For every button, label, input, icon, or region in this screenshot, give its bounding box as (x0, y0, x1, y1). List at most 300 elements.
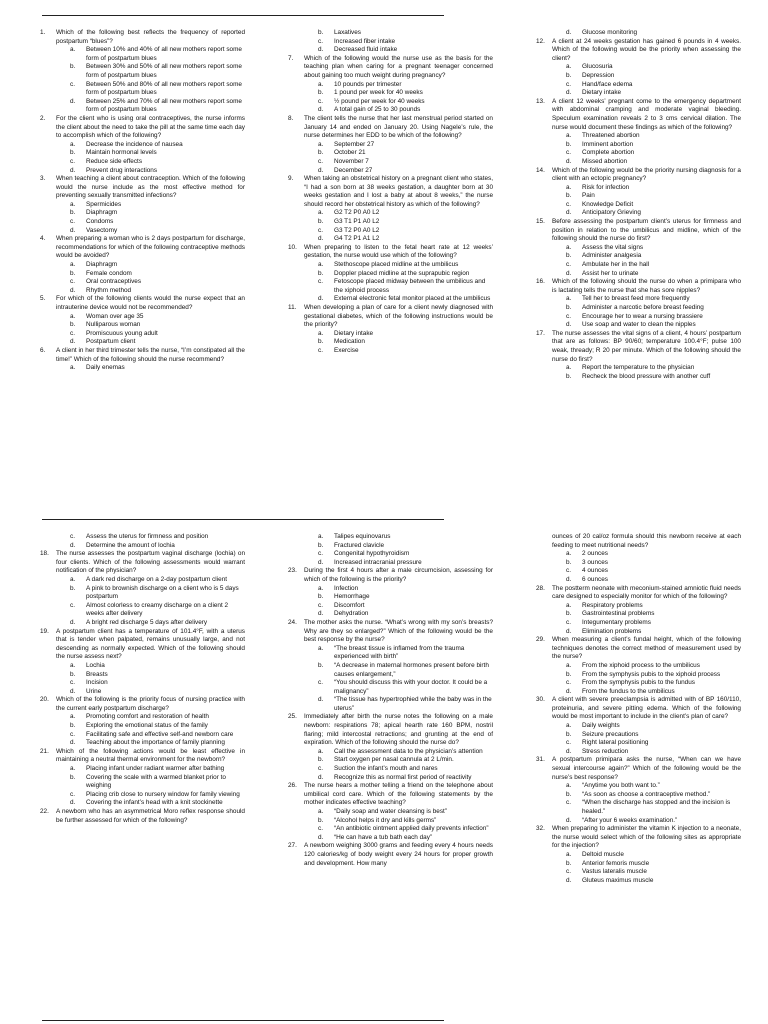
option-text: Tell her to breast feed more frequently (582, 295, 690, 303)
option-text: October 21 (334, 149, 366, 157)
answer-option (536, 628, 741, 637)
answer-option (536, 851, 741, 860)
question-block (536, 636, 741, 696)
option-text: Fractured clavicle (334, 541, 385, 549)
answer-option (536, 364, 741, 373)
option-letter: c. (566, 799, 571, 807)
question (40, 235, 245, 261)
question-block (536, 29, 741, 38)
option-letter: a. (70, 575, 76, 583)
answer-options (536, 29, 741, 38)
option-letter: b. (566, 372, 572, 380)
question-block (288, 29, 493, 55)
option-letter: c. (566, 312, 571, 320)
question-block (536, 38, 741, 98)
option-letter: b. (566, 71, 572, 79)
answer-options (40, 313, 245, 347)
question (536, 38, 741, 64)
option-letter: a. (318, 533, 324, 540)
option-letter: c. (318, 679, 323, 687)
answer-options (288, 209, 493, 243)
top-rule (42, 15, 444, 16)
option-text: Imminent abortion (582, 140, 634, 148)
question (536, 756, 741, 782)
answer-option (288, 38, 493, 47)
option-letter: b. (70, 670, 76, 678)
answer-option (40, 774, 245, 791)
answer-option (288, 46, 493, 55)
answer-options (288, 585, 493, 619)
answer-option (536, 209, 741, 218)
option-letter: d. (566, 747, 572, 755)
option-text: November 7 (334, 157, 369, 165)
question-text: Before assessing the postpartum client’s uterus for firmness and position in relation to the umbilicus and midline, which of the following should the nurse do first? (552, 218, 741, 243)
answer-option (536, 72, 741, 81)
question-number: 18. (40, 550, 49, 558)
option-text: September 27 (334, 140, 375, 148)
option-text: Stethoscope placed midline at the umbilicus (334, 261, 459, 269)
option-letter: c. (566, 739, 571, 747)
question (288, 619, 493, 645)
question-text: When measuring a client’s fundal height, which of the following techniques denotes the correct method of measurement used by the nurse? (552, 636, 741, 661)
question (288, 567, 493, 584)
option-text: Almost colorless to creamy discharge on a client 2 weeks after delivery (86, 601, 229, 618)
option-letter: d. (566, 89, 572, 97)
question-number: 30. (536, 696, 545, 704)
question-block (536, 585, 741, 637)
option-letter: d. (566, 209, 572, 217)
option-text: From the symphysis pubis to the xiphoid process (582, 670, 721, 678)
option-letter: d. (318, 46, 324, 54)
question-text: The postterm neonate with meconium-stained amniotic fluid needs care designed to especially monitor for which of the following? (552, 584, 741, 601)
answer-option (536, 559, 741, 568)
question (536, 167, 741, 184)
answer-option (288, 610, 493, 619)
question (536, 585, 741, 602)
option-text: Vastus lateralis muscle (582, 868, 647, 876)
answer-option (288, 533, 493, 542)
answer-option (288, 149, 493, 158)
option-letter: a. (318, 329, 324, 337)
option-letter: c. (318, 226, 323, 234)
column-3 (536, 533, 741, 885)
option-letter: b. (70, 584, 76, 592)
option-text: Glucosuria (582, 63, 613, 71)
question (536, 98, 741, 132)
answer-option (536, 748, 741, 757)
answer-option (288, 765, 493, 774)
question-text: Which of the following best reflects the frequency of reported postpartum “blues”? (56, 29, 245, 45)
answer-option (536, 261, 741, 270)
answer-option (40, 158, 245, 167)
option-text: “After your 6 weeks examination.” (582, 816, 678, 824)
option-letter: c. (318, 825, 323, 833)
question-block (536, 825, 741, 885)
option-text: Congenital hypothyroidism (334, 550, 410, 558)
option-text: Talipes equinovarus (334, 533, 391, 540)
option-letter: a. (318, 209, 324, 217)
answer-options (288, 141, 493, 175)
question-text: A newborn weighing 3000 grams and feeding every 4 hours needs 120 calories/kg of body weight every 24 hours for proper growth and development. How many (304, 842, 493, 867)
option-letter: c. (318, 550, 323, 558)
question (536, 825, 741, 851)
column-1 (40, 533, 245, 825)
answer-option (288, 338, 493, 347)
option-letter: c. (566, 80, 571, 88)
question (40, 748, 245, 765)
option-letter: b. (70, 209, 76, 217)
answer-option (536, 722, 741, 731)
question-number: 29. (536, 636, 545, 644)
option-text: Threatened abortion (582, 132, 640, 140)
answer-option (536, 817, 741, 826)
question-number: 15. (536, 218, 545, 226)
question-number: 20. (40, 696, 49, 704)
question-block (40, 235, 245, 295)
column-1 (40, 29, 245, 373)
column-2 (288, 29, 493, 356)
option-text: December 27 (334, 166, 373, 174)
option-text: Facilitating safe and effective self-and newborn care (86, 730, 234, 738)
question-block (40, 347, 245, 373)
option-text: Woman over age 35 (86, 312, 144, 320)
option-text: A total gain of 25 to 30 pounds (334, 106, 421, 114)
question-block (288, 533, 493, 567)
option-letter: c. (318, 37, 323, 45)
option-text: Gastrointestinal problems (582, 610, 655, 618)
question-number: 9. (288, 175, 294, 183)
answer-options (536, 550, 741, 584)
option-text: External electronic fetal monitor placed at the umbilicus (334, 295, 491, 303)
question (40, 550, 245, 576)
option-text: Hand/face edema (582, 80, 633, 88)
option-letter: c. (318, 765, 323, 773)
option-text: “A decrease in maternal hormones present before birth causes enlargement,” (334, 661, 489, 678)
option-letter: b. (318, 89, 324, 97)
option-letter: b. (318, 661, 324, 669)
question (288, 713, 493, 747)
answer-options (40, 201, 245, 235)
option-letter: a. (566, 243, 572, 251)
question-number: 12. (536, 37, 545, 45)
question-text: The client tells the nurse that her last menstrual period started on January 14 and ended on January 20. Using Nagele’s rule, the nurse determines her EDD to be which of the following? (304, 114, 493, 140)
option-text: Increased fiber intake (334, 37, 396, 45)
option-text: “The breast tissue is inflamed from the trauma experienced with birth” (334, 644, 465, 661)
option-text: Anticipatory Grieving (582, 209, 641, 217)
option-letter: a. (70, 140, 76, 148)
question-number: 1. (40, 29, 46, 36)
option-text: Between 50% and 80% of all new mothers report some form of postpartum blues (86, 80, 242, 97)
question-block (288, 115, 493, 175)
answer-option (536, 782, 741, 791)
answer-option (40, 278, 245, 287)
option-letter: d. (318, 610, 324, 618)
option-text: Infection (334, 584, 359, 592)
bottom-rule (42, 1020, 444, 1021)
question-text: A newborn who has an asymmetrical Moro reflex response should be further assessed for which of the following? (56, 808, 245, 824)
answer-option (40, 688, 245, 697)
option-letter: d. (566, 321, 572, 329)
option-letter: b. (318, 218, 324, 226)
question-number: 22. (40, 808, 49, 815)
option-text: Assess the vital signs (582, 243, 644, 251)
question-number: 8. (288, 114, 294, 122)
question-block (536, 98, 741, 167)
option-letter: c. (70, 218, 75, 226)
option-text: Laxatives (334, 29, 361, 36)
answer-option (288, 679, 493, 696)
answer-option (288, 347, 493, 356)
option-letter: b. (70, 722, 76, 730)
option-text: Postpartum client (86, 338, 136, 346)
answer-option (536, 149, 741, 158)
answer-option (40, 338, 245, 347)
answer-option (536, 576, 741, 585)
option-text: Dietary intake (334, 329, 374, 337)
answer-option (40, 679, 245, 688)
option-text: 1 pound per week for 40 weeks (334, 89, 423, 97)
option-text: Teaching about the importance of family planning (86, 739, 225, 747)
answer-option (40, 98, 245, 115)
question (288, 175, 493, 209)
question-block (40, 696, 245, 748)
option-letter: a. (318, 584, 324, 592)
option-letter: b. (566, 252, 572, 260)
option-letter: a. (70, 364, 76, 372)
question-number: 23. (288, 567, 297, 575)
question (288, 115, 493, 141)
question-number: 16. (536, 278, 545, 286)
answer-option (536, 184, 741, 193)
answer-option (288, 106, 493, 115)
option-text: Prevent drug interactions (86, 166, 158, 174)
option-text: Seizure precautions (582, 730, 639, 738)
answer-option (536, 304, 741, 313)
option-letter: a. (566, 364, 572, 372)
answer-option (40, 799, 245, 808)
question-block (40, 29, 245, 115)
question (288, 244, 493, 261)
answer-option (288, 593, 493, 602)
question-block (288, 713, 493, 782)
option-text: Urine (86, 687, 102, 695)
question-text: When preparing to listen to the fetal heart rate at 12 weeks’ gestation, the nurse would use which of the following? (304, 243, 493, 260)
answer-options (40, 576, 245, 628)
option-letter: b. (318, 756, 324, 764)
option-text: “Anytime you both want to.” (582, 782, 660, 790)
option-letter: a. (566, 132, 572, 140)
question-number: 5. (40, 295, 46, 303)
option-letter: c. (70, 790, 75, 798)
answer-options (40, 46, 245, 115)
option-text: Discomfort (334, 601, 365, 609)
answer-option (536, 799, 741, 816)
option-text: 4 ounces (582, 567, 608, 575)
top-rule (42, 519, 444, 520)
option-letter: a. (566, 63, 572, 71)
option-text: Respiratory problems (582, 601, 643, 609)
option-text: Decreased fluid intake (334, 46, 398, 54)
question-number: 17. (536, 329, 545, 337)
answer-option (536, 610, 741, 619)
question-block (536, 167, 741, 219)
answer-option (40, 261, 245, 270)
answer-option (536, 739, 741, 748)
question (288, 842, 493, 868)
option-letter: d. (318, 773, 324, 781)
option-text: “The tissue has hypertrophied while the baby was in the uterus” (334, 696, 492, 712)
option-letter: c. (70, 329, 75, 337)
answer-option (288, 834, 493, 843)
answer-options (288, 330, 493, 356)
question-number: 28. (536, 584, 545, 592)
option-letter: b. (70, 321, 76, 329)
answer-option (288, 825, 493, 834)
question (40, 696, 245, 713)
answer-options (40, 364, 245, 373)
question-number: 21. (40, 747, 49, 755)
option-text: Placing infant under radiant warmer after bathing (86, 765, 225, 773)
answer-option (536, 860, 741, 869)
answer-option (40, 287, 245, 296)
option-text: Incision (86, 679, 108, 687)
answer-options (536, 132, 741, 166)
option-letter: d. (70, 166, 76, 174)
option-letter: b. (70, 773, 76, 781)
answer-option (40, 270, 245, 279)
option-text: Recognize this as normal first period of reactivity (334, 773, 472, 781)
option-text: 10 pounds per trimester (334, 80, 402, 88)
option-letter: a. (70, 46, 76, 54)
option-text: Rhythm method (86, 286, 132, 294)
option-letter: d. (318, 295, 324, 303)
option-letter: d. (566, 687, 572, 695)
answer-option (536, 550, 741, 559)
option-text: Report the temperature to the physician (582, 364, 695, 372)
question-block (40, 533, 245, 550)
option-letter: a. (70, 312, 76, 320)
option-letter: d. (70, 739, 76, 747)
option-text: Medication (334, 338, 365, 346)
answer-option (40, 731, 245, 740)
option-text: Integumentary problems (582, 618, 651, 626)
question-indent (536, 533, 552, 550)
question-number: 2. (40, 114, 46, 122)
option-letter: c. (318, 346, 323, 354)
question (40, 175, 245, 201)
option-letter: a. (566, 850, 572, 858)
option-letter: a. (566, 661, 572, 669)
question (288, 782, 493, 808)
option-letter: c. (566, 868, 571, 876)
answer-options (536, 602, 741, 636)
answer-option (40, 542, 245, 551)
question (40, 628, 245, 662)
answer-options (40, 261, 245, 295)
option-text: Complete abortion (582, 149, 635, 157)
question-text: A postpartum client has a temperature of 101.4°F, with a uterus that is tender when palpated, remains unusually large, and not descending as normally expected. Which of the following should the nurse assess next? (56, 627, 245, 661)
answer-option (536, 201, 741, 210)
option-text: A pink to brownish discharge on a client who is 5 days postpartum (86, 584, 239, 601)
option-text: Exercise (334, 346, 359, 354)
answer-options (40, 713, 245, 747)
question-number: 14. (536, 166, 545, 174)
option-text: Breasts (86, 670, 108, 678)
answer-option (40, 201, 245, 210)
answer-option (536, 81, 741, 90)
option-letter: d. (70, 687, 76, 695)
question-number: 26. (288, 782, 297, 790)
question-text: Which of the following would be the priority nursing diagnosis for a client with an ectopic pregnancy? (552, 166, 741, 183)
option-letter: b. (318, 149, 324, 157)
question-block (40, 115, 245, 175)
question (40, 295, 245, 312)
answer-option (288, 330, 493, 339)
answer-option (288, 89, 493, 98)
question-block (536, 278, 741, 330)
option-text: G3 T1 P1 A0 L2 (334, 218, 380, 226)
option-letter: d. (566, 29, 572, 36)
option-text: “Alcohol helps it dry and kills germs” (334, 816, 437, 824)
answer-option (536, 270, 741, 279)
answer-option (288, 817, 493, 826)
option-letter: c. (566, 200, 571, 208)
option-text: Spermicides (86, 200, 122, 208)
answer-options (40, 141, 245, 175)
option-text: Risk for infection (582, 183, 630, 191)
answer-option (536, 688, 741, 697)
question (40, 115, 245, 141)
question-continuation (536, 533, 741, 550)
question-block (536, 533, 741, 585)
option-letter: a. (70, 200, 76, 208)
option-text: Dehydration (334, 610, 369, 618)
option-letter: a. (566, 722, 572, 730)
option-letter: d. (318, 106, 324, 114)
option-text: Reduce side effects (86, 157, 143, 165)
option-letter: c. (70, 533, 75, 540)
option-letter: c. (70, 80, 75, 88)
question-block (536, 756, 741, 825)
answer-option (40, 671, 245, 680)
question (536, 218, 741, 244)
answer-options (536, 722, 741, 756)
option-letter: c. (70, 730, 75, 738)
answer-option (536, 29, 741, 38)
option-letter: a. (566, 295, 572, 303)
option-text: Oral contraceptives (86, 278, 142, 286)
option-text: Promoting comfort and restoration of health (86, 713, 209, 721)
option-letter: a. (70, 765, 76, 773)
option-letter: b. (566, 610, 572, 618)
question-text: When preparing to administer the vitamin K injection to a neonate, the nurse would select which of the following sites as appropriate for the injection? (552, 825, 741, 850)
question (536, 278, 741, 295)
option-text: Promiscuous young adult (86, 329, 158, 337)
answer-option (536, 252, 741, 261)
answer-option (536, 567, 741, 576)
question-text: When developing a plan of care for a client newly diagnosed with gestational diabetes, which of the following instructions would be the priority? (304, 304, 493, 329)
option-text: Increased intracranial pressure (334, 558, 422, 566)
answer-option (40, 722, 245, 731)
answer-option (288, 808, 493, 817)
answer-options (288, 533, 493, 567)
option-letter: a. (70, 713, 76, 721)
answer-option (288, 278, 493, 295)
question-number: 25. (288, 713, 297, 721)
answer-options (288, 645, 493, 714)
option-text: Encourage her to wear a nursing brassiere (582, 312, 703, 320)
answer-option (40, 791, 245, 800)
